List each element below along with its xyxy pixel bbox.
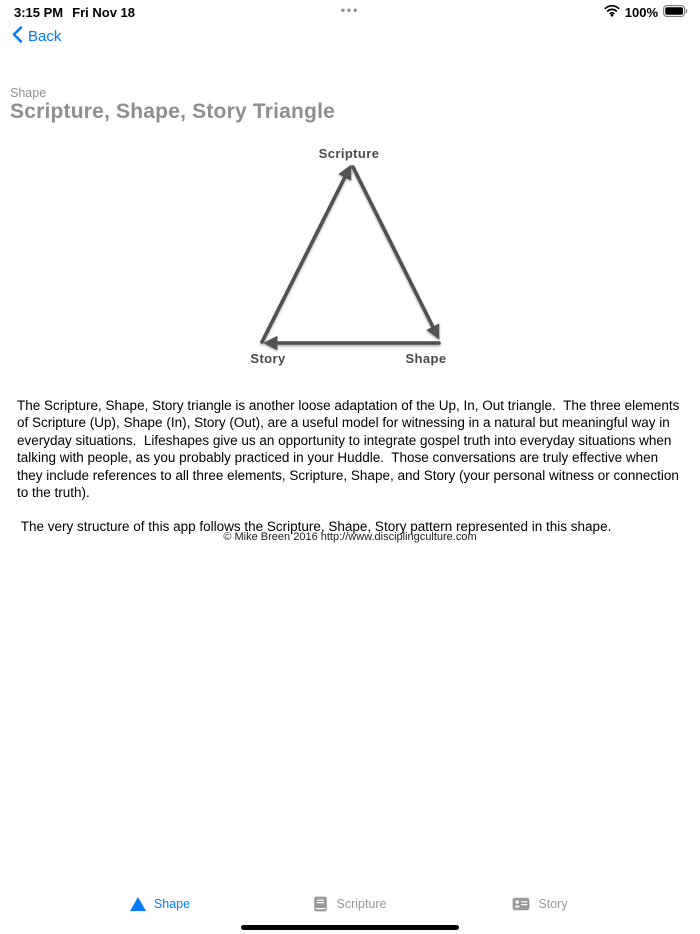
page-category: Shape	[10, 86, 47, 100]
tab-bar	[0, 886, 700, 922]
triangle-edge-left	[262, 169, 349, 342]
body-paragraph-2: The very structure of this app follows the Scripture, Shape, Story pattern represented in this shape.	[17, 519, 612, 535]
diagram-label-scripture: Scripture	[318, 146, 380, 161]
triangle-edge-right	[353, 167, 437, 335]
page-title: Scripture, Shape, Story Triangle	[10, 100, 335, 123]
back-button[interactable]	[12, 26, 61, 47]
status-date: Fri Nov 18	[72, 4, 135, 20]
back-button-label: Back	[28, 28, 62, 45]
body-paragraph-1: The Scripture, Shape, Story triangle is another loose adaptation of the Up, In, Out triangle. The three elements of Scripture (Up), Shape (In), Story (Out), are a useful model for witnessing in a natural but meaningful way in everyday situations. Lifeshapes give us an opportunity to integrate gospel truth into everyday situations when talking with people, as you probably practiced in your Huddle. Those conversations are truly effective when they include references to all three elements, Scripture, Shape, and Story (your personal witness or connection to the truth).	[17, 398, 684, 501]
status-time: 3:15 PM	[14, 4, 64, 20]
body-text	[17, 397, 685, 553]
triangle-icon	[130, 897, 146, 911]
home-indicator[interactable]	[241, 925, 459, 930]
multitasking-dots-icon[interactable]: •••	[340, 3, 360, 17]
tab-shape-label: Shape	[153, 897, 191, 911]
wifi-icon	[604, 4, 620, 20]
status-bar	[0, 0, 700, 24]
diagram-label-shape: Shape	[405, 351, 447, 366]
triangle-diagram	[238, 140, 472, 374]
diagram-label-story: Story	[250, 351, 286, 366]
tab-scripture-label: Scripture	[336, 897, 387, 911]
battery-percent: 100%	[624, 4, 658, 20]
tab-story[interactable]	[445, 897, 635, 911]
contact-card-icon	[512, 897, 530, 911]
tab-scripture[interactable]	[255, 896, 445, 912]
copyright-line: © Mike Breen 2016 http://www.disciplingculture.com	[223, 531, 477, 543]
back-chevron-icon	[12, 26, 23, 47]
tab-story-label: Story	[538, 897, 568, 911]
tab-shape[interactable]	[65, 897, 255, 911]
book-icon	[313, 896, 328, 912]
battery-icon	[663, 5, 688, 20]
